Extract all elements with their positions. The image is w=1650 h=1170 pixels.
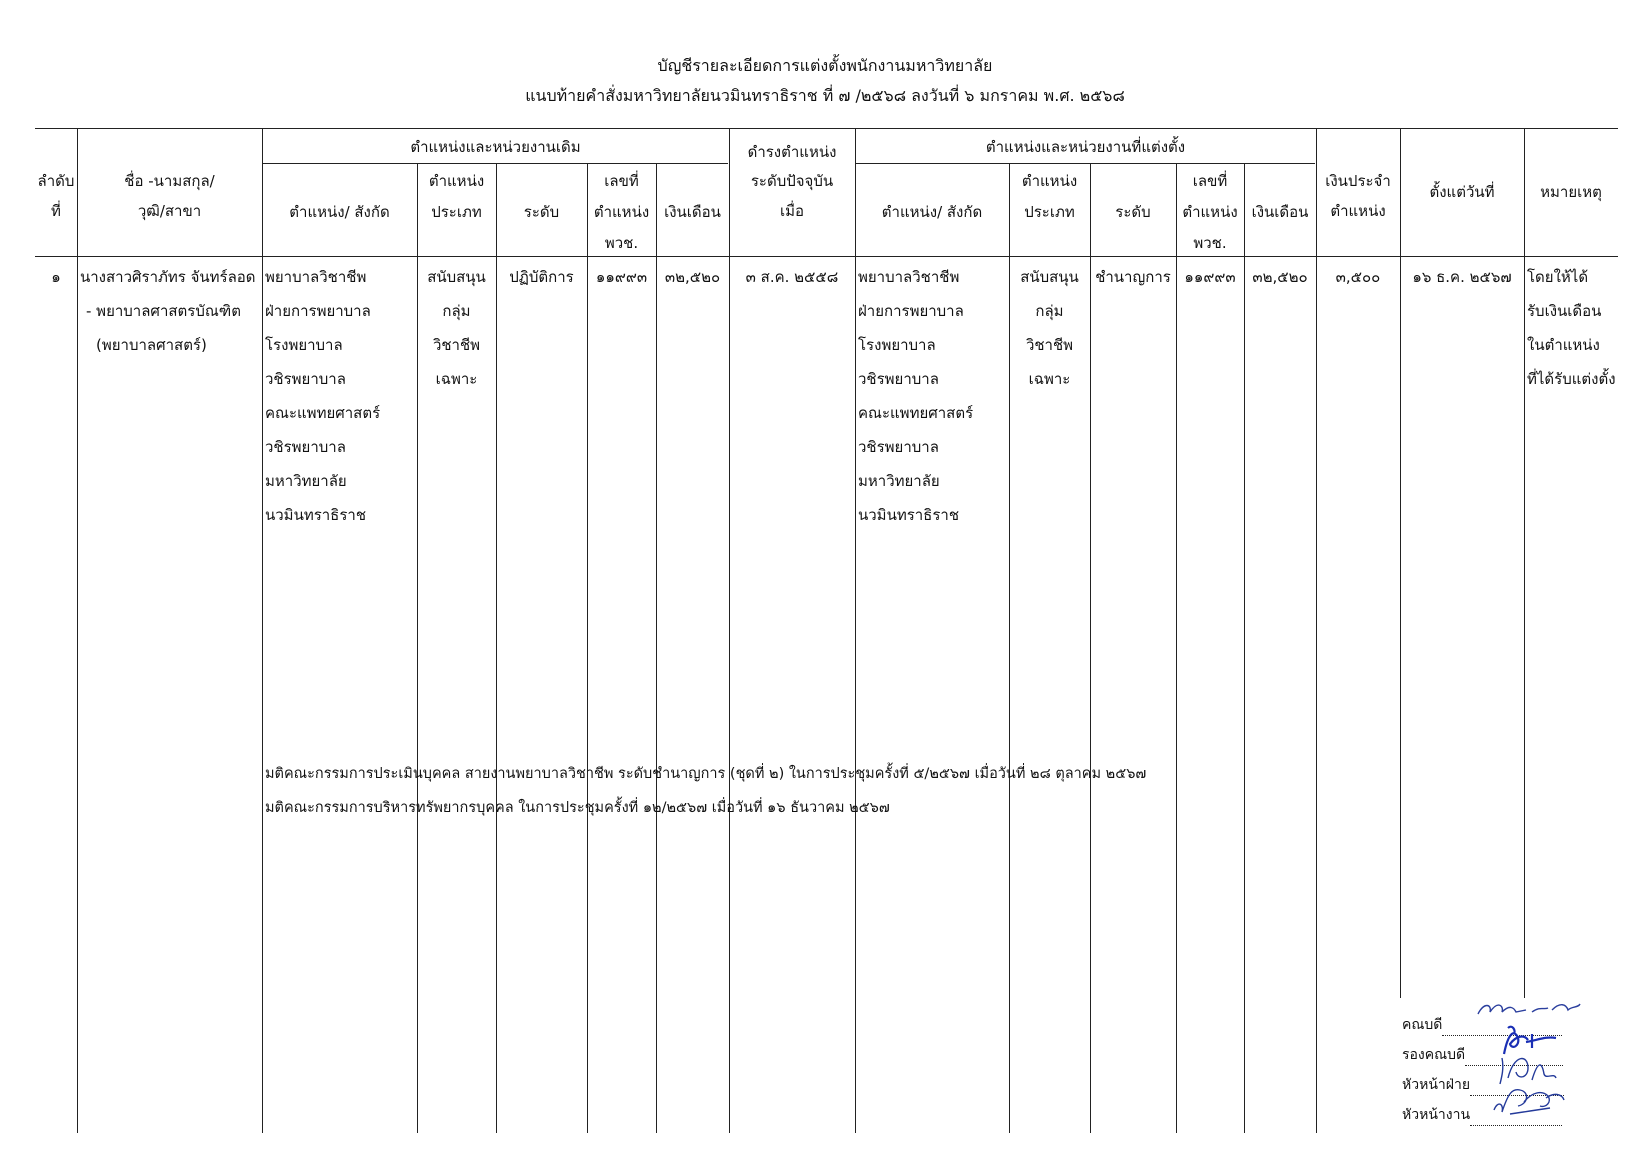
row-seq: ๑ (51, 268, 61, 286)
signature-line-unit-head: หัวหน้างาน (1402, 1104, 1562, 1126)
header-new-position: ตำแหน่ง/ สังกัด (881, 203, 983, 221)
handwritten-signature-dean (1470, 996, 1590, 1026)
header-current-3: เมื่อ (779, 202, 805, 220)
header-old-position: ตำแหน่ง/ สังกัด (289, 203, 390, 221)
header-effective: ตั้งแต่วันที่ (1429, 183, 1495, 201)
signature-line-division-head: หัวหน้าฝ่าย (1402, 1074, 1564, 1096)
header-new-group: ตำแหน่งและหน่วยงานที่แต่งตั้ง (985, 138, 1186, 156)
row-old-level: ปฏิบัติการ (509, 268, 574, 286)
header-new-posno-3: พวช. (1193, 234, 1227, 252)
row-new-salary: ๓๒,๕๒๐ (1252, 268, 1308, 286)
signature-line-dean: คณบดี (1402, 1014, 1562, 1036)
header-remark: หมายเหตุ (1540, 183, 1602, 201)
header-new-type-2: ประเภท (1024, 203, 1075, 221)
row-degree: - พยาบาลศาสตรบัณฑิต (86, 302, 241, 320)
header-allowance-1: เงินประจำ (1325, 172, 1391, 190)
header-current-1: ดำรงตำแหน่ง (747, 143, 837, 161)
row-old-salary: ๓๒,๕๒๐ (664, 268, 721, 286)
row-new-level: ชำนาญการ (1095, 268, 1171, 286)
header-old-type-1: ตำแหน่ง (428, 172, 485, 190)
row-name: นางสาวศิราภัทร จันทร์ลอด (80, 268, 256, 286)
row-old-posno: ๑๑๙๙๓ (595, 268, 648, 286)
row-allowance: ๓,๕๐๐ (1335, 268, 1381, 286)
signature-line-deputy-dean: รองคณบดี (1402, 1044, 1563, 1066)
header-old-salary: เงินเดือน (664, 203, 721, 221)
header-old-posno-2: ตำแหน่ง (593, 203, 650, 221)
header-new-level: ระดับ (1115, 203, 1151, 221)
header-name-1: ชื่อ -นามสกุล/ (124, 172, 215, 190)
resolution-1: มติคณะกรรมการประเมินบุคคล สายงานพยาบาลวิชาชีพ ระดับชำนาญการ (ชุดที่ ๒) ในการประชุมครั้งที่ ๕/๒๕๖๗ เมื่อวันที่ ๒๘ ตุลาคม ๒๕๖๗ (265, 766, 1147, 782)
header-old-posno-3: พวช. (604, 234, 639, 252)
header-old-type-2: ประเภท (431, 203, 482, 221)
header-seq-1: ลำดับ (37, 172, 75, 190)
document-subtitle: แนบท้ายคำสั่งมหาวิทยาลัยนวมินทราธิราช ที่ ๗ /๒๕๖๘ ลงวันที่ ๖ มกราคม พ.ศ. ๒๕๖๘ (525, 86, 1125, 105)
header-name-2: วุฒิ/สาขา (137, 202, 202, 220)
header-old-level: ระดับ (523, 203, 560, 221)
row-major: (พยาบาลศาสตร์) (96, 336, 207, 354)
handwritten-signature-unit-head (1490, 1080, 1570, 1120)
resolution-2: มติคณะกรรมการบริหารทรัพยากรบุคคล ในการประชุมครั้งที่ ๑๒/๒๕๖๗ เมื่อวันที่ ๑๖ ธันวาคม ๒๕๖๗ (265, 800, 890, 816)
header-old-posno-1: เลขที่ (604, 172, 639, 190)
header-allowance-2: ตำแหน่ง (1330, 202, 1386, 220)
header-new-salary: เงินเดือน (1251, 203, 1309, 221)
header-old-group: ตำแหน่งและหน่วยงานเดิม (410, 138, 581, 156)
header-new-type-1: ตำแหน่ง (1021, 172, 1078, 190)
row-new-posno: ๑๑๙๙๓ (1184, 268, 1236, 286)
header-seq-2: ที่ (51, 202, 61, 220)
header-new-posno-1: เลขที่ (1192, 172, 1228, 190)
row-effective: ๑๖ ธ.ค. ๒๕๖๗ (1412, 268, 1512, 286)
document-title: บัญชีรายละเอียดการแต่งตั้งพนักงานมหาวิทยาลัย (657, 56, 993, 75)
header-new-posno-2: ตำแหน่ง (1182, 203, 1238, 221)
header-current-2: ระดับปัจจุบัน (750, 172, 834, 190)
row-current-since: ๓ ส.ค. ๒๕๕๘ (745, 268, 839, 286)
